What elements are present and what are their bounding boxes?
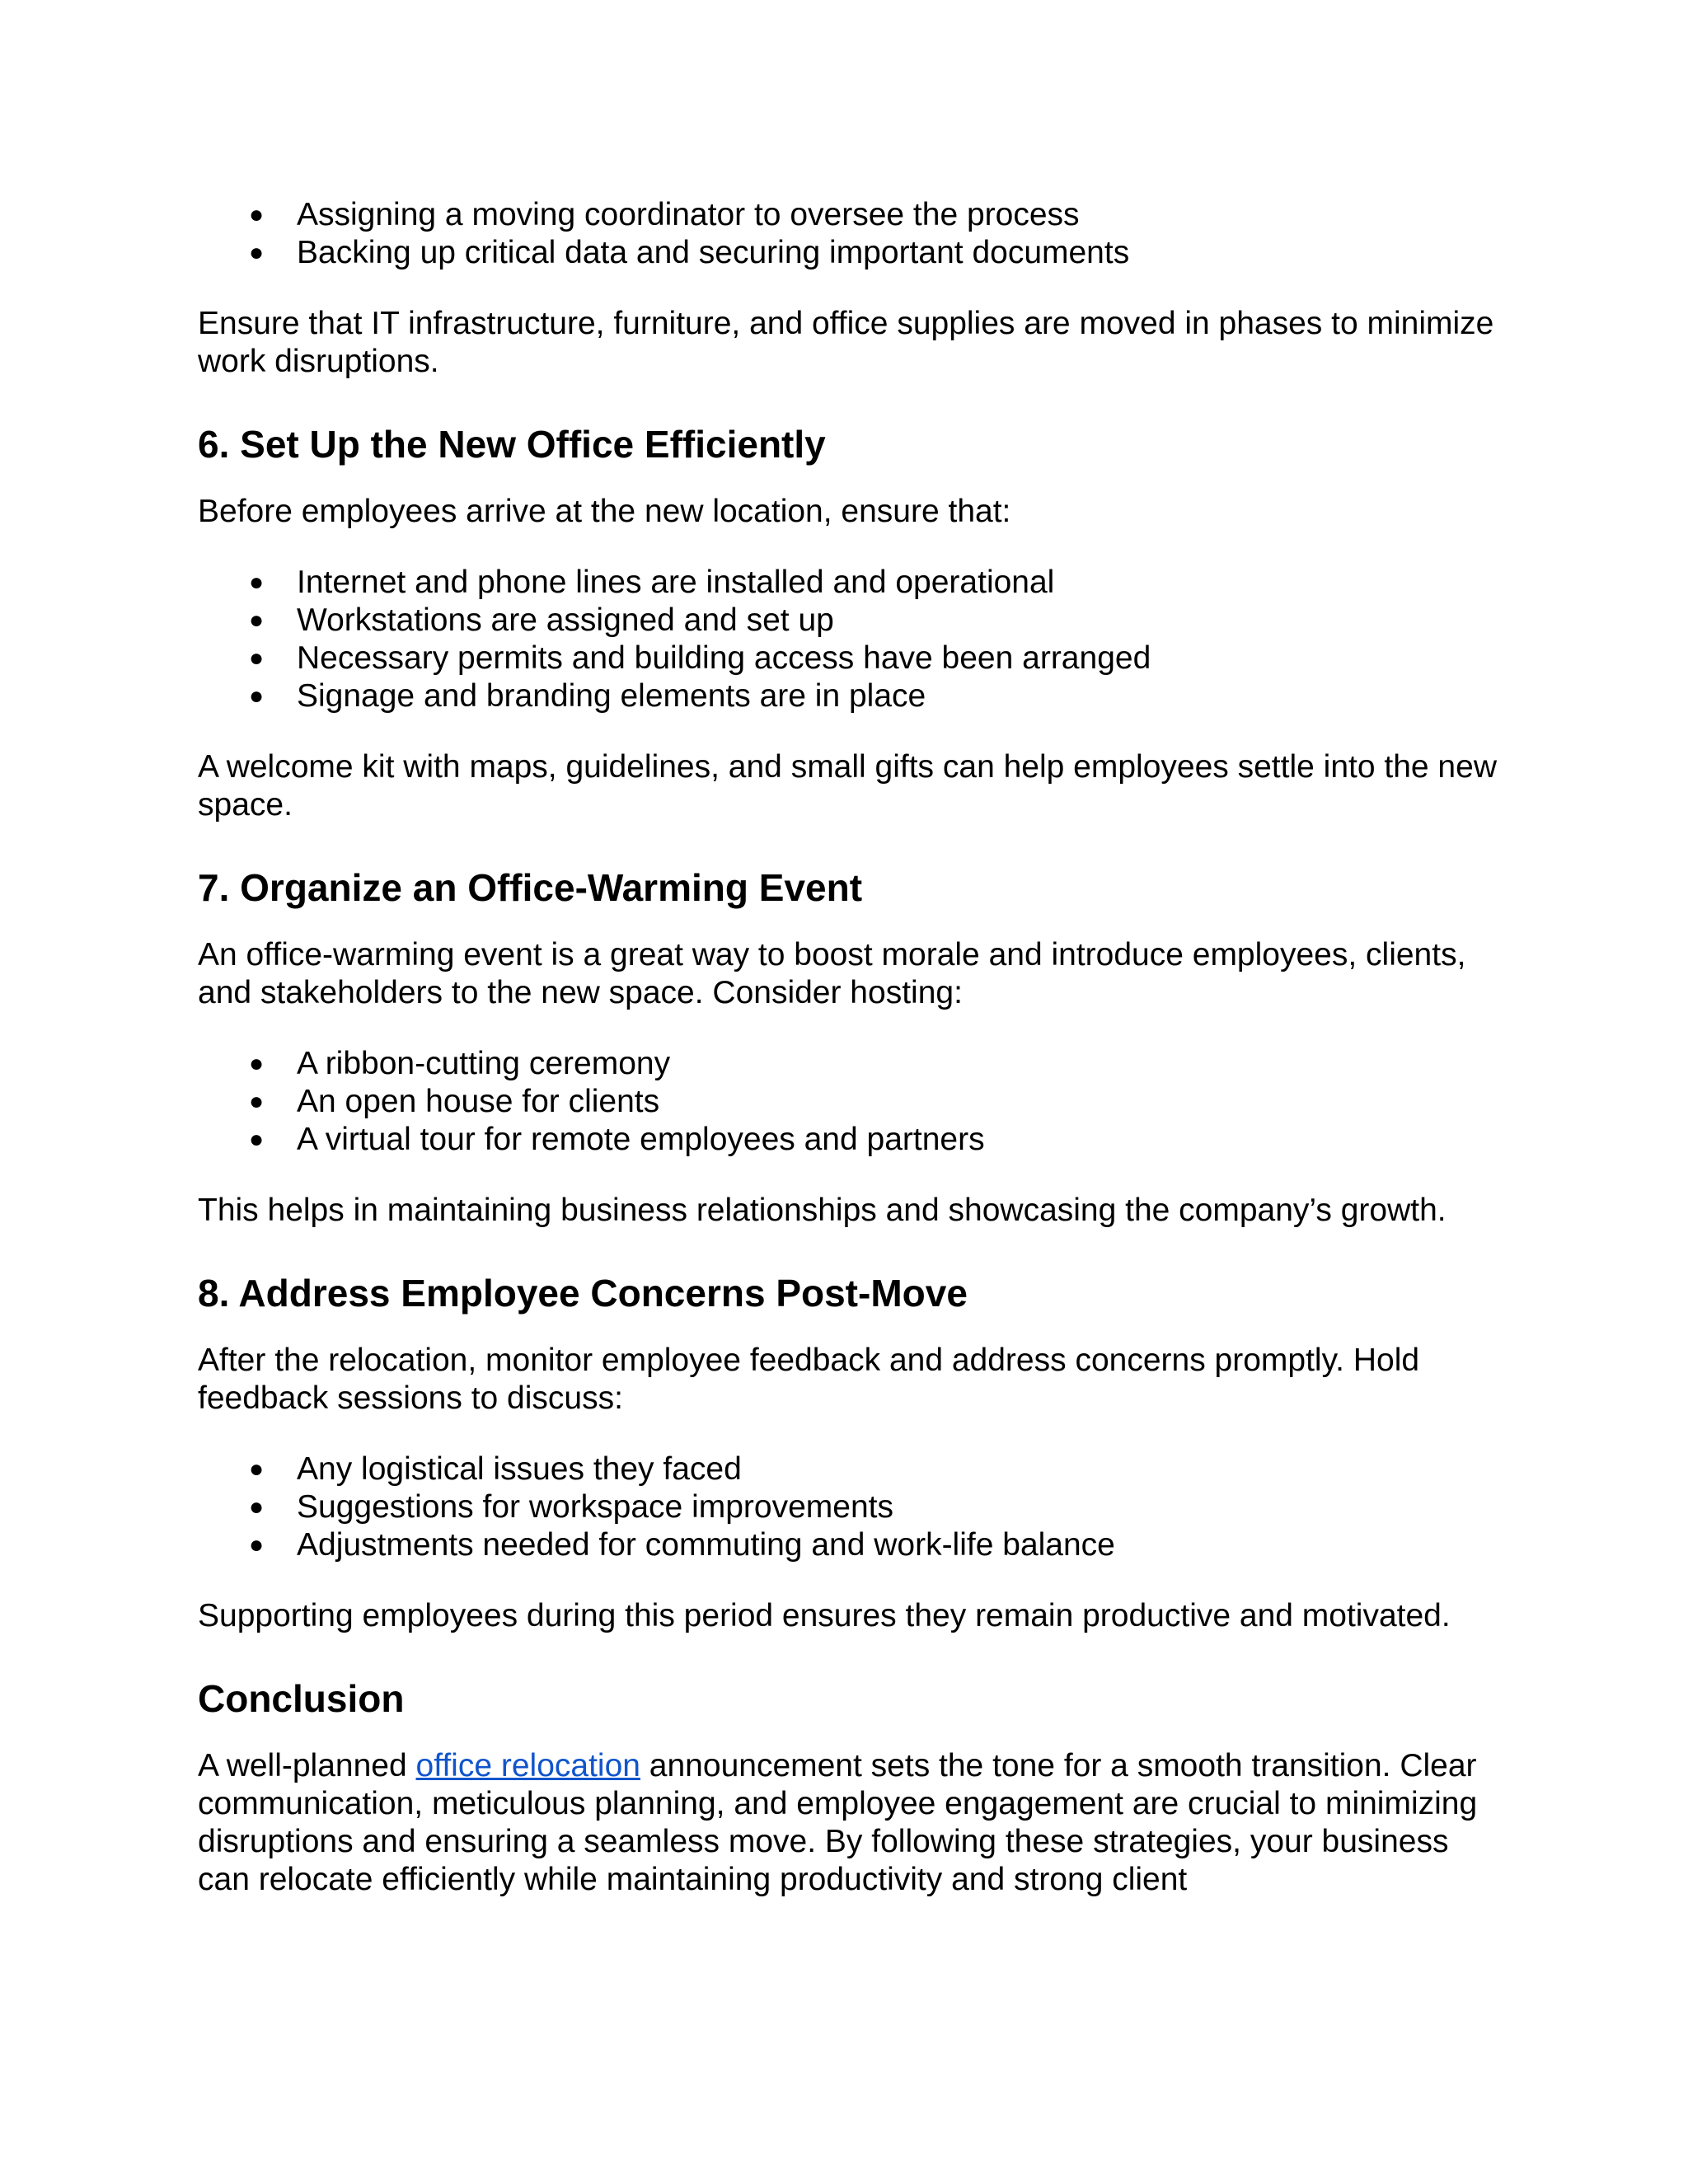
bullet-icon: ● (249, 1088, 265, 1115)
section-8-lead: After the relocation, monitor employee feedback and address concerns promptly. Hold feedback sessions to discuss: (198, 1343, 1420, 1416)
intro-bullet-list (198, 196, 1500, 272)
list-item: ● A ribbon-cutting ceremony (249, 1046, 671, 1081)
list-item: ● Adjustments needed for commuting and work-life balance (249, 1527, 1115, 1563)
list-item: ● Workstations are assigned and set up (249, 602, 834, 638)
bullet-icon: ● (249, 644, 265, 672)
bullet-icon: ● (249, 201, 265, 228)
bullet-icon: ● (249, 569, 265, 596)
section-6-closing: A welcome kit with maps, guidelines, and small gifts can help employees settle into the new space. (198, 749, 1497, 823)
bullet-icon: ● (249, 682, 265, 710)
bullet-icon: ● (249, 607, 265, 634)
bullet-icon: ● (249, 239, 265, 266)
intro-paragraph: Ensure that IT infrastructure, furniture, and office supplies are moved in phases to minimize work disruptions. (198, 306, 1494, 379)
section-8-heading: 8. Address Employee Concerns Post-Move (198, 1272, 968, 1315)
list-item: ● Suggestions for workspace improvements (249, 1489, 893, 1525)
list-item: ● Necessary permits and building access have been arranged (249, 640, 1151, 676)
bullet-icon: ● (249, 1455, 265, 1483)
list-item: ● Backing up critical data and securing important documents (249, 235, 1130, 270)
section-7-closing: This helps in maintaining business relationships and showcasing the company’s growth. (198, 1193, 1447, 1228)
section-8-closing: Supporting employees during this period ensures they remain productive and motivated. (198, 1598, 1451, 1633)
document-content (198, 196, 1500, 1899)
list-item: ● Signage and branding elements are in place (249, 678, 926, 714)
section-6-bullet-list (198, 564, 1500, 715)
bullet-icon: ● (249, 1493, 265, 1521)
bullet-icon: ● (249, 1050, 265, 1077)
conclusion-paragraph: A well-planned office relocation announcement sets the tone for a smooth transition. Clear communication, meticulous planning, and employee engagement are crucial to minimizing disruptions and ensuring a seamless move. By following these strategies, your business can relocate efficiently while maintaining productivity and strong client (198, 1748, 1478, 1897)
bullet-icon: ● (249, 1126, 265, 1153)
section-7-bullet-list (198, 1045, 1500, 1159)
list-item: ● Any logistical issues they faced (249, 1451, 742, 1487)
section-7-lead: An office-warming event is a great way to boost morale and introduce employees, clients, and stakeholders to the new space. Consider hosting: (198, 937, 1466, 1010)
bullet-icon: ● (249, 1531, 265, 1558)
list-item: ● A virtual tour for remote employees and partners (249, 1122, 985, 1157)
list-item: ● Assigning a moving coordinator to oversee the process (249, 197, 1080, 232)
section-7-heading: 7. Organize an Office-Warming Event (198, 866, 863, 909)
list-item: ● An open house for clients (249, 1084, 660, 1119)
office-relocation-link[interactable]: office relocation (415, 1748, 640, 1783)
section-6-lead: Before employees arrive at the new location, ensure that: (198, 494, 1011, 529)
conclusion-heading: Conclusion (198, 1677, 405, 1720)
section-6-heading: 6. Set Up the New Office Efficiently (198, 423, 826, 466)
list-item: ● Internet and phone lines are installed and operational (249, 565, 1055, 600)
section-8-bullet-list (198, 1451, 1500, 1564)
